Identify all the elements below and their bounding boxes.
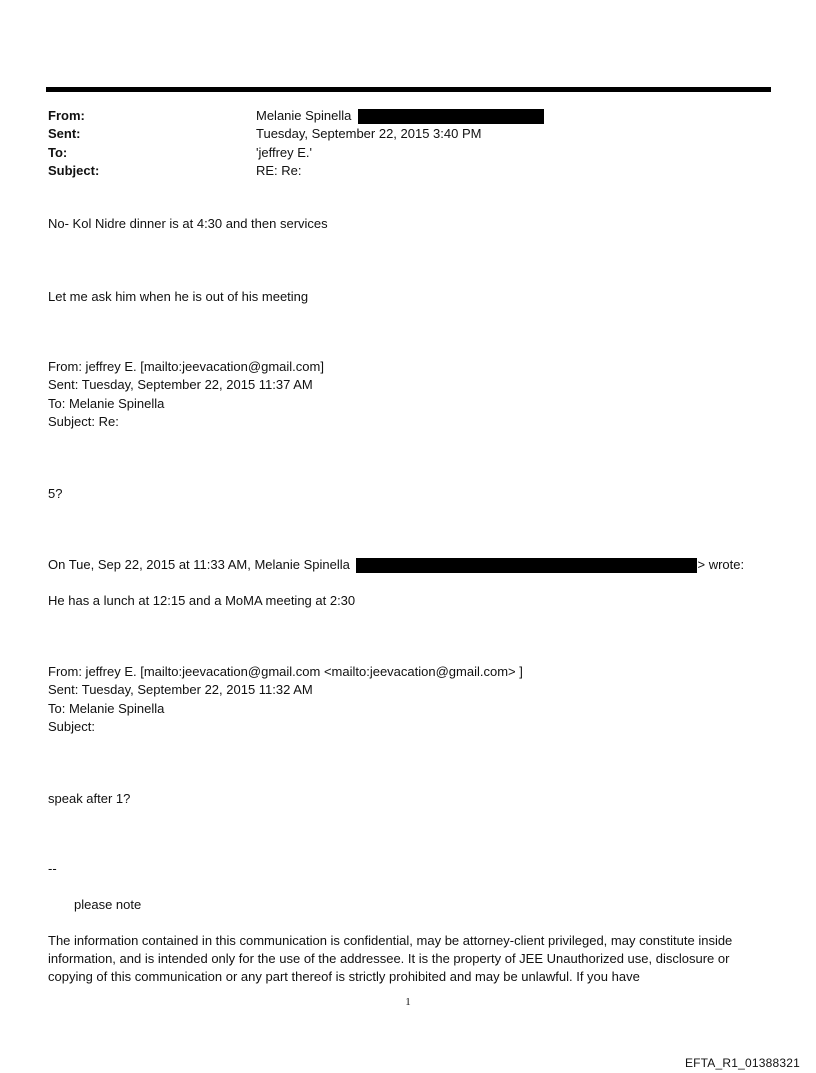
from-value: [256, 108, 544, 124]
to-label: To:: [48, 145, 68, 160]
quoted-sent: Sent: Tuesday, September 22, 2015 11:32 AM: [48, 682, 313, 697]
please-note: please note: [74, 897, 142, 912]
body-line: Let me ask him when he is out of his meeting: [48, 289, 309, 304]
subject-value: RE: Re:: [256, 163, 302, 178]
redaction-box: [356, 558, 697, 573]
document-id: EFTA_R1_01388321: [684, 1056, 800, 1070]
disclaimer: The information contained in this communication is confidential, may be attorney-client privileged, may constitute inside information, and is intended only for the use of the addressee. It is the property of JEE Unauthorized use, disclosure or copying of this communication or any part thereof is strictly prohibited and may be unlawful. If you have: [48, 933, 733, 984]
on-wrote-suffix: > wrote:: [697, 557, 745, 572]
header-rule: [46, 87, 771, 92]
sent-label: Sent:: [48, 126, 81, 141]
quoted-to: To: Melanie Spinella: [48, 396, 165, 411]
quoted-subject: Subject: Re:: [48, 414, 119, 429]
quoted-subject: Subject:: [48, 719, 95, 734]
quoted-from: From: jeffrey E. [mailto:jeevacation@gmail.com <mailto:jeevacation@gmail.com> ]: [48, 664, 523, 679]
from-name: Melanie Spinella: [256, 108, 352, 123]
to-value: 'jeffrey E.': [256, 145, 313, 160]
quoted-to: To: Melanie Spinella: [48, 701, 165, 716]
sent-value: Tuesday, September 22, 2015 3:40 PM: [256, 126, 482, 141]
body-line: speak after 1?: [48, 791, 131, 806]
on-wrote-line: [48, 557, 744, 573]
body-line: 5?: [48, 486, 63, 501]
body-line: He has a lunch at 12:15 and a MoMA meeting at 2:30: [48, 593, 356, 608]
body-line: No- Kol Nidre dinner is at 4:30 and then services: [48, 216, 328, 231]
quoted-from: From: jeffrey E. [mailto:jeevacation@gmail.com]: [48, 359, 324, 374]
page-number: 1: [405, 996, 411, 1008]
subject-label: Subject:: [48, 163, 100, 178]
redaction-box: [358, 109, 544, 124]
quoted-sent: Sent: Tuesday, September 22, 2015 11:37 AM: [48, 377, 313, 392]
on-wrote-prefix: On Tue, Sep 22, 2015 at 11:33 AM, Melanie Spinella: [48, 557, 350, 572]
signature-dash: --: [48, 861, 57, 876]
from-label: From:: [48, 108, 85, 123]
